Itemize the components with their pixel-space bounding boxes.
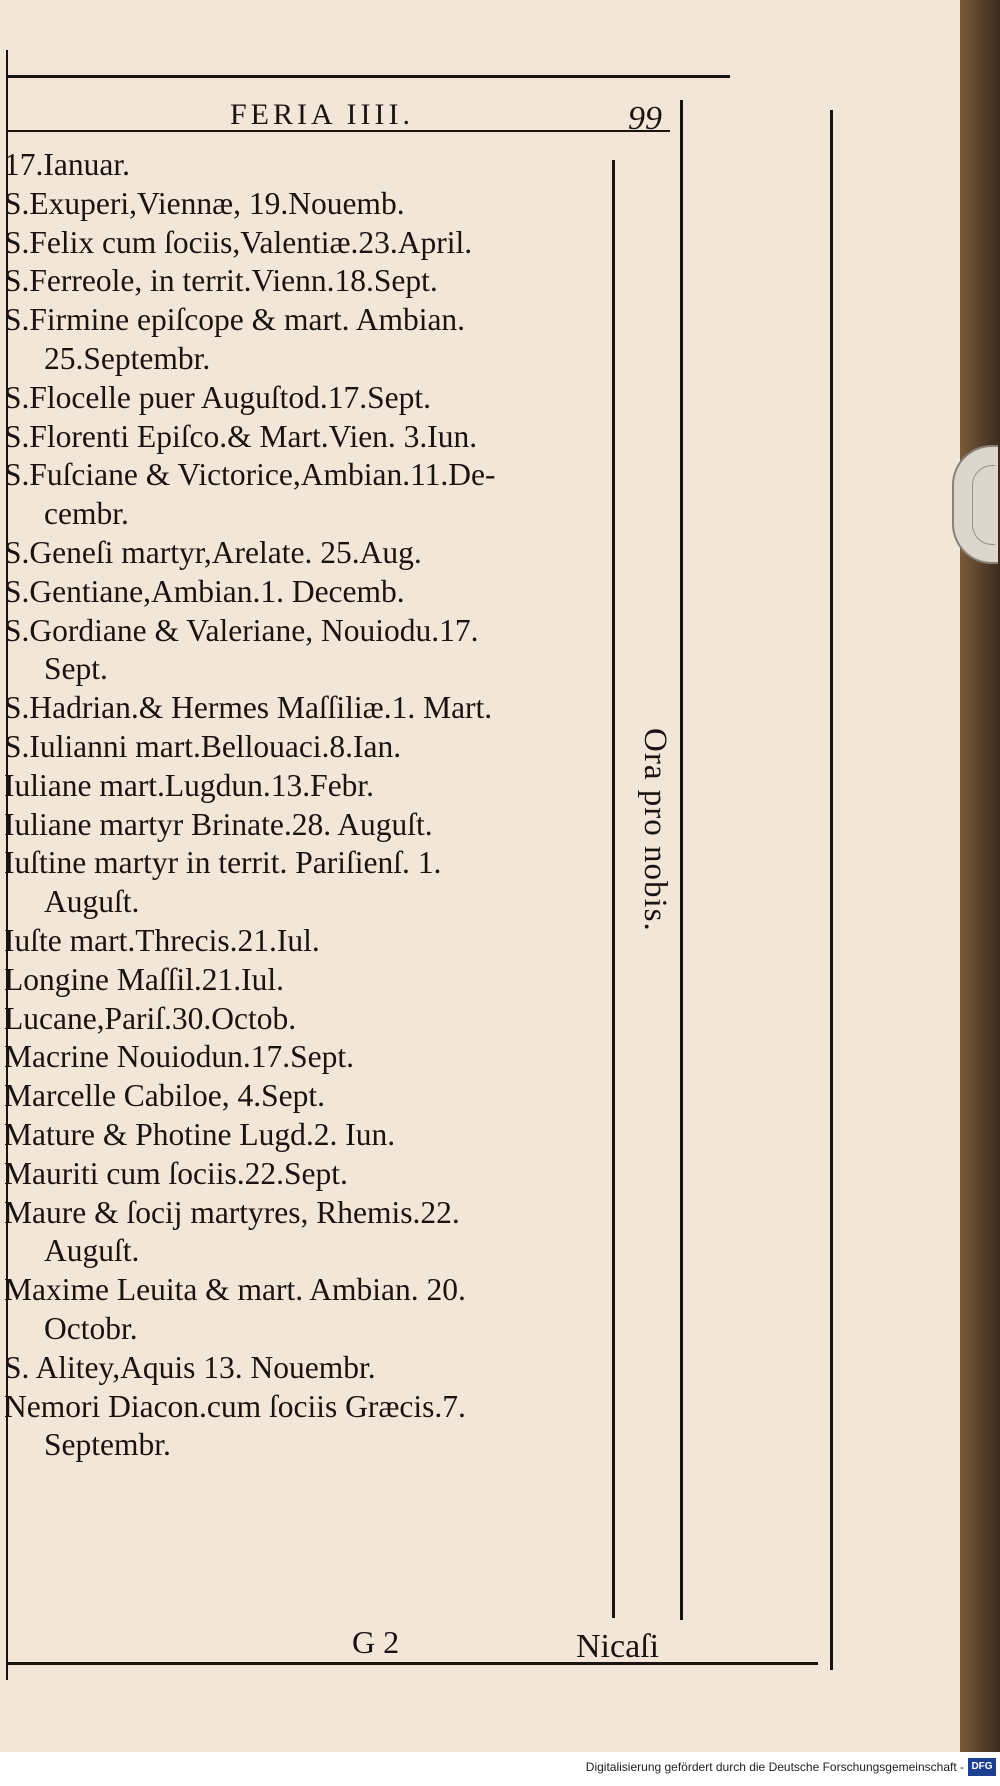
entry-continuation-line: Auguſt. xyxy=(44,1233,140,1269)
entry-line: Iuſtine martyr in territ. Pariſienſ. 1. xyxy=(4,845,442,881)
catchword: Nicaſi xyxy=(576,1628,660,1665)
entry-continuation-line: cembr. xyxy=(44,496,129,532)
entry-line: S. Alitey,Aquis 13. Nouembr. xyxy=(4,1349,376,1385)
entry-line: S.Iulianni mart.Bellouaci.8.Ian. xyxy=(4,728,402,764)
entry-line: S.Geneſi martyr,Arelate. 25.Aug. xyxy=(4,534,422,570)
entry-line: Nemori Diacon.cum ſociis Græcis.7. xyxy=(4,1388,466,1424)
entry-line: S.Gentiane,Ambian.1. Decemb. xyxy=(4,573,405,609)
entry-line: Mauriti cum ſociis.22.Sept. xyxy=(4,1155,348,1191)
entry-line: Maxime Leuita & mart. Ambian. 20. xyxy=(4,1272,466,1308)
entry-line: S.Firmine epiſcope & mart. Ambian. xyxy=(4,302,466,338)
entry-line: S.Felix cum ſociis,Valentiæ.23.April. xyxy=(4,224,473,260)
running-head: FERIA IIII. xyxy=(230,98,414,131)
entry-continuation-line: Septembr. xyxy=(44,1427,171,1463)
entry-line: Iuliane martyr Brinate.28. Auguſt. xyxy=(4,806,433,842)
entry-continuation-line: 25.Septembr. xyxy=(44,340,211,376)
entry-line: Iuſte mart.Threcis.21.Iul. xyxy=(4,922,320,958)
digitization-footer xyxy=(0,1752,1000,1786)
entry-line: Lucane,Pariſ.30.Octob. xyxy=(4,1000,297,1036)
digitization-credit: Digitalisierung gefördert durch die Deutsche Forschungsgemeinschaft - xyxy=(585,1760,964,1774)
entry-continuation-line: Sept. xyxy=(44,651,108,687)
entry-line: Iuliane mart.Lugdun.13.Febr. xyxy=(4,767,375,803)
entry-line: S.Ferreole, in territ.Vienn.18.Sept. xyxy=(4,263,438,299)
outer-right-rule xyxy=(830,110,833,1670)
entry-line: Marcelle Cabiloe, 4.Sept. xyxy=(4,1078,326,1114)
entry-continuation-line: Octobr. xyxy=(44,1310,138,1346)
dfg-logo: DFG xyxy=(968,1758,996,1776)
entry-line: S.Fuſciane & Victorice,Ambian.11.De- xyxy=(4,457,496,493)
side-prayer-text: Ora pro nobis. xyxy=(637,728,673,932)
top-rule xyxy=(8,75,730,78)
entry-line: S.Flocelle puer Auguſtod.17.Sept. xyxy=(4,379,431,415)
saints-list xyxy=(4,146,614,1465)
bottom-rule xyxy=(8,1662,818,1665)
book-spine-edge xyxy=(960,0,1000,1752)
signature-mark: G 2 xyxy=(352,1624,400,1660)
side-column-right-rule xyxy=(680,100,683,1620)
entry-line: S.Hadrian.& Hermes Maſſiliæ.1. Mart. xyxy=(4,690,493,726)
entry-line: S.Florenti Epiſco.& Mart.Vien. 3.Iun. xyxy=(4,418,478,454)
entry-continuation-line: Auguſt. xyxy=(44,884,140,920)
entry-line: S.Gordiane & Valeriane, Nouiodu.17. xyxy=(4,612,479,648)
entry-line: Mature & Photine Lugd.2. Iun. xyxy=(4,1116,396,1152)
book-clasp-tab xyxy=(952,445,998,564)
entry-line: S.Exuperi,Viennæ, 19.Nouemb. xyxy=(4,185,405,221)
entry-line: Longine Maſſil.21.Iul. xyxy=(4,961,284,997)
page-number: 99 xyxy=(628,100,662,137)
entry-line: Macrine Nouiodun.17.Sept. xyxy=(4,1039,354,1075)
entry-line: Maure & ſocij martyres, Rhemis.22. xyxy=(4,1194,460,1230)
entry-line: 17.Ianuar. xyxy=(4,147,130,182)
